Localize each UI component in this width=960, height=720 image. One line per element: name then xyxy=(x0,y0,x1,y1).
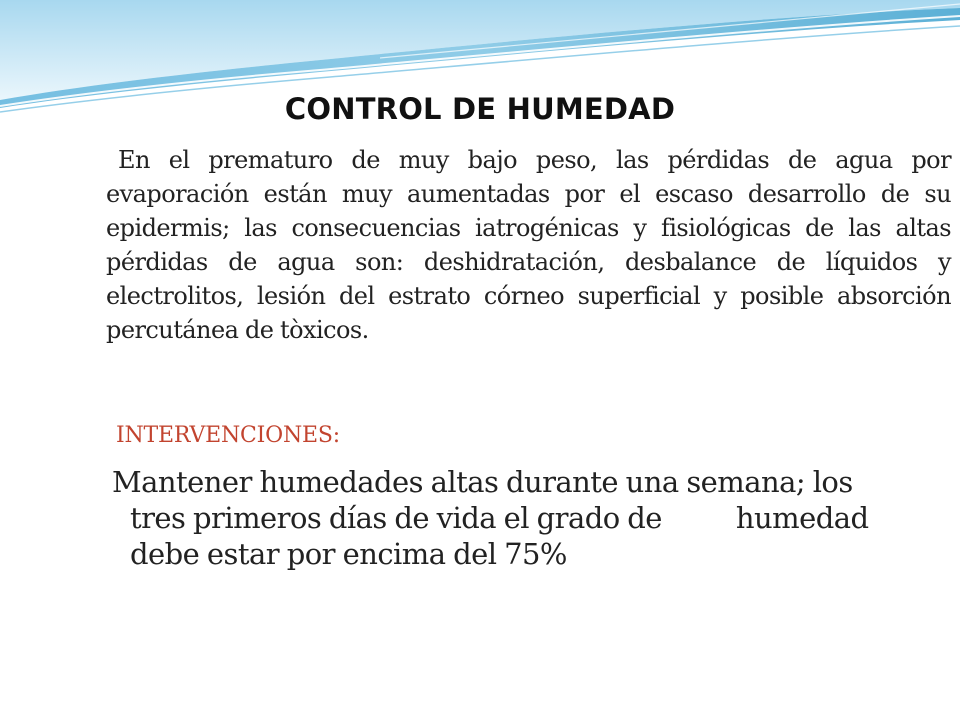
interventions-heading: INTERVENCIONES: xyxy=(116,423,341,448)
body-paragraph: En el prematuro de muy bajo peso, las pérdidas de agua por evaporación están muy aumentadas por el escaso desarrollo de su epidermis; las consecuencias iatrogénicas y fisiológicas de las altas pérdidas de agua son: deshidratación, desbalance de líquidos y electrolitos, lesión del estrato córneo superficial y posible absorción percutánea de tòxicos. xyxy=(106,146,951,344)
intervention-line-2b: humedad xyxy=(735,501,869,535)
intervention-line-1: Mantener humedades altas durante una semana; los xyxy=(112,465,853,499)
intervention-line-3: debe estar por encima del 75% xyxy=(130,537,567,571)
intervention-line-2a: tres primeros días de vida el grado de xyxy=(130,501,662,535)
intervention-line-2 xyxy=(112,500,952,536)
slide-title: CONTROL DE HUMEDAD xyxy=(284,92,676,126)
intervention-text xyxy=(112,464,952,572)
